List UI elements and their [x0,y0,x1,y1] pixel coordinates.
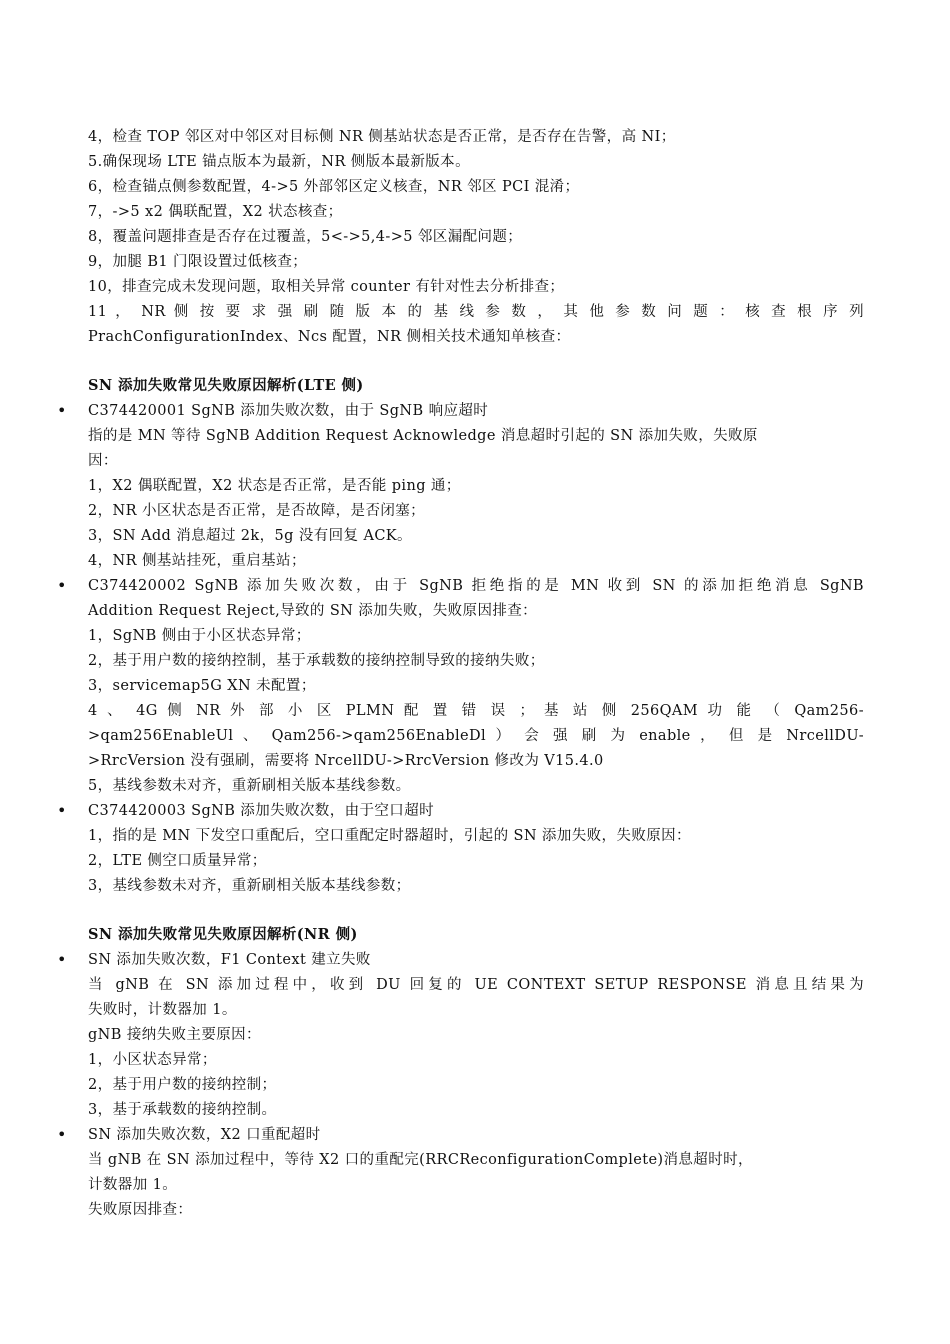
list-item: 1，X2 偶联配置，X2 状态是否正常，是否能 ping 通； [88,478,461,494]
list-item: 2，基于用户数的接纳控制； [88,1077,277,1093]
list-item: 2，NR 小区状态是否正常，是否故障，是否闭塞； [88,503,426,519]
list-item: 3，基于承载数的接纳控制。 [88,1102,277,1118]
list-item: 10，排查完成未发现问题，取相关异常 counter 有针对性去分析排查； [88,279,565,295]
bullet-title: C374420003 SgNB 添加失败次数，由于空口超时 [88,803,434,819]
paragraph-line: 因： [88,453,118,469]
bullet-icon [57,955,67,965]
bullet-title: C374420001 SgNB 添加失败次数，由于 SgNB 响应超时 [88,403,489,419]
list-item: 2，LTE 侧空口质量异常； [88,853,267,869]
list-item: 7，->5 x2 偶联配置，X2 状态核查； [88,204,343,220]
paragraph-line: gNB 接纳失败主要原因： [88,1027,261,1043]
list-item: 3，SN Add 消息超过 2k，5g 没有回复 ACK。 [88,528,412,544]
bullet-title: SN 添加失败次数，F1 Context 建立失败 [88,952,371,968]
bullet-title-continuation: Addition Request Reject,导致的 SN 添加失败，失败原因排查： [88,603,538,619]
paragraph-line: 当 gNB 在 SN 添加过程中，收到 DU 回复的 UE CONTEXT SETUP RESPONSE 消息且结果为 [88,977,864,993]
list-item-continuation: PrachConfigurationIndex、Ncs 配置，NR 侧相关技术通知单核查： [88,329,571,345]
bullet-icon [57,1130,67,1140]
list-item: 3，基线参数未对齐，重新刷相关版本基线参数； [88,878,411,894]
list-item: 4，检查 TOP 邻区对中邻区对目标侧 NR 侧基站状态是否正常，是否存在告警，高 NI； [88,129,676,145]
list-item: 6，检查锚点侧参数配置，4->5 外部邻区定义核查，NR 邻区 PCI 混淆； [88,179,580,195]
list-item-continuation: >qam256EnableUl 、 Qam256->qam256EnableDl ） 会 强 刷 为 enable ， 但 是 NrcellDU- [88,728,864,744]
section-heading-nr: SN 添加失败常见失败原因解析(NR 侧) [88,926,358,943]
list-item: 1，SgNB 侧由于小区状态异常； [88,628,311,644]
paragraph-line: 计数器加 1。 [88,1177,178,1193]
list-item: 4，NR 侧基站挂死，重启基站； [88,553,306,569]
bullet-icon [57,581,67,591]
paragraph-line: 失败时，计数器加 1。 [88,1002,237,1018]
bullet-icon [57,406,67,416]
paragraph-line: 当 gNB 在 SN 添加过程中，等待 X2 口的重配完(RRCReconfigurationComplete)消息超时时， [88,1152,753,1168]
list-item: 11 ， NR 侧 按 要 求 强 刷 随 版 本 的 基 线 参 数 ， 其 他 参 数 问 题 ： 核 查 根 序 列 [88,304,864,320]
list-item: 8，覆盖问题排查是否存在过覆盖，5<->5,4->5 邻区漏配问题； [88,229,523,245]
paragraph-line: 失败原因排查： [88,1202,193,1218]
list-item: 1，小区状态异常； [88,1052,217,1068]
list-item: 5，基线参数未对齐，重新刷相关版本基线参数。 [88,778,411,794]
list-item: 1，指的是 MN 下发空口重配后，空口重配定时器超时，引起的 SN 添加失败，失败原因： [88,828,691,844]
bullet-icon [57,806,67,816]
bullet-title: C374420002 SgNB 添加失败次数，由于 SgNB 拒绝指的是 MN 收到 SN 的添加拒绝消息 SgNB [88,578,864,594]
paragraph-line: 指的是 MN 等待 SgNB Addition Request Acknowledge 消息超时引起的 SN 添加失败，失败原 [88,428,758,444]
list-item: 9，加腿 B1 门限设置过低核查； [88,254,308,270]
list-item: 2，基于用户数的接纳控制，基于承载数的接纳控制导致的接纳失败； [88,653,545,669]
bullet-title: SN 添加失败次数，X2 口重配超时 [88,1127,321,1143]
list-item: 4 、 4G 侧 NR 外 部 小 区 PLMN 配 置 错 误 ； 基 站 侧 256QAM 功 能 （ Qam256- [88,703,864,719]
section-heading-lte: SN 添加失败常见失败原因解析(LTE 侧) [88,377,364,394]
list-item-continuation: >RrcVersion 没有强刷，需要将 NrcellDU->RrcVersion 修改为 V15.4.0 [88,753,604,769]
list-item: 3，servicemap5G XN 未配置； [88,678,316,694]
list-item: 5.确保现场 LTE 锚点版本为最新，NR 侧版本最新版本。 [88,154,470,170]
